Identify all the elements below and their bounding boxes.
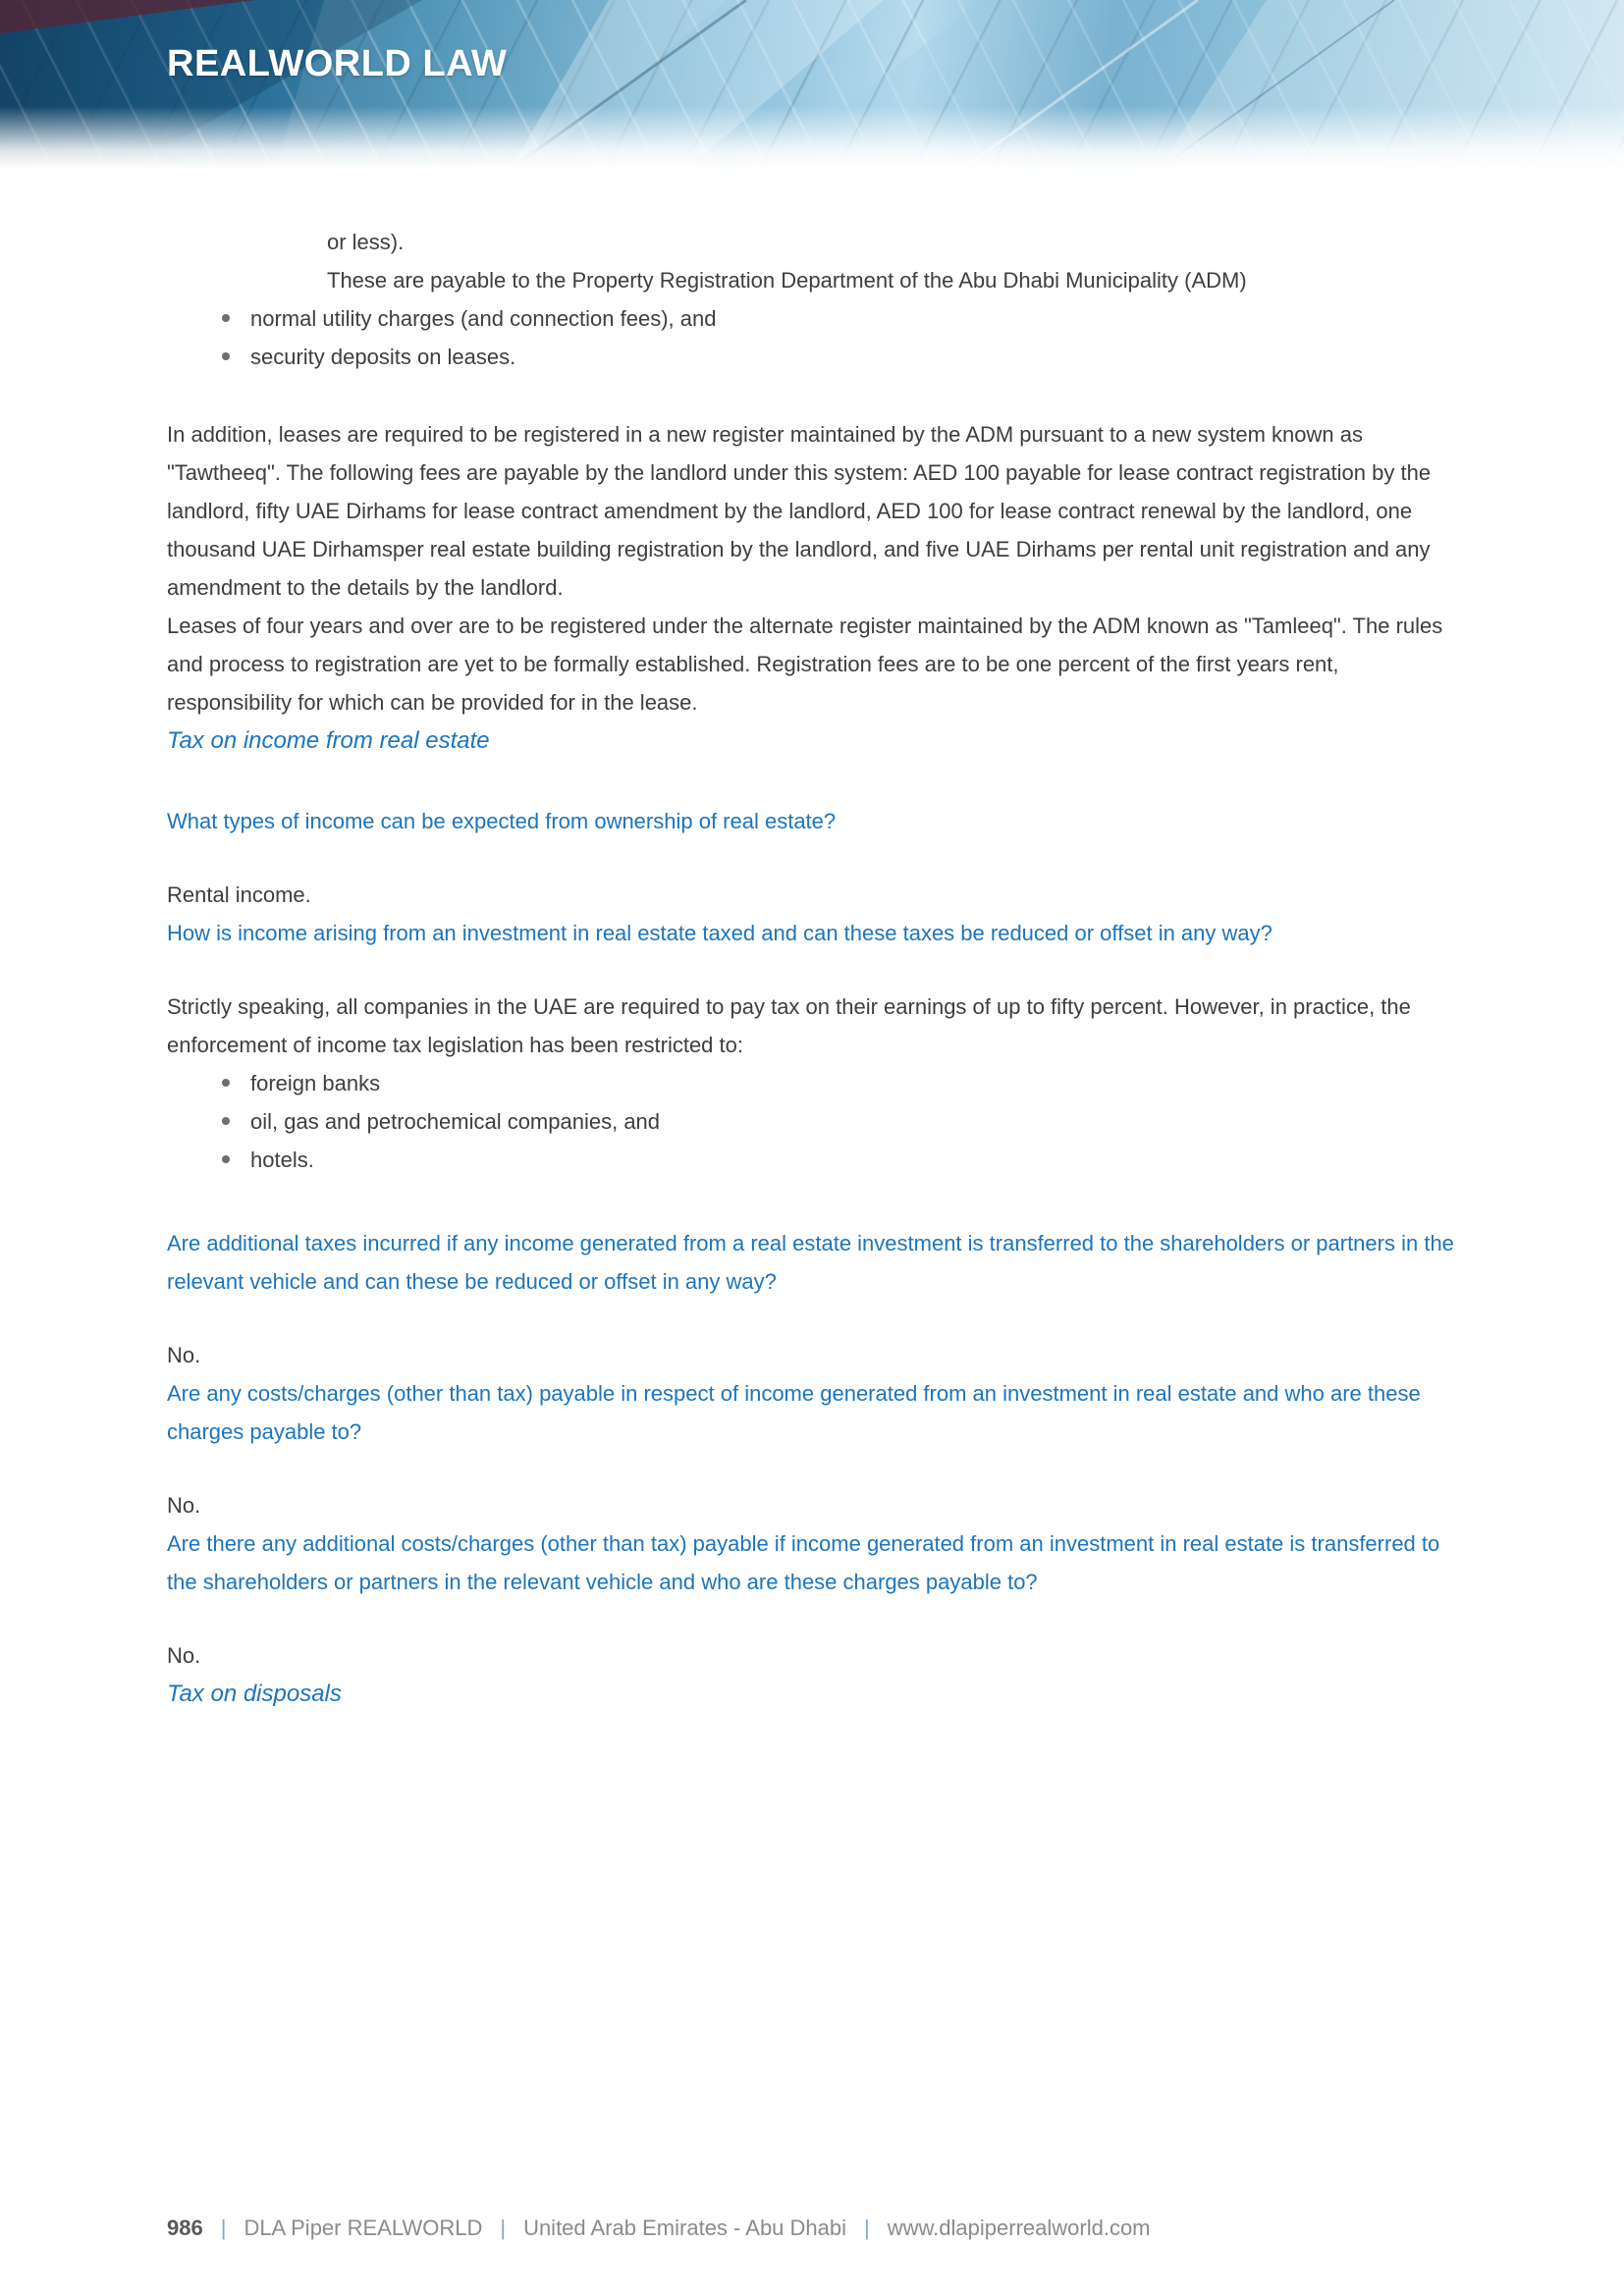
list-item: foreign banks	[167, 1064, 1467, 1102]
paragraph-tawtheeq: In addition, leases are required to be registered in a new register maintained by the ADM pursuant to a new system known as "Tawtheeq". The following fees are payable by the landlord under this system: AED 100 payable for lease contract registration by the landlord, fifty UAE Dirhams for lease contract amendment by the landlord, AED 100 for lease contract renewal by the landlord, one thousand UAE Dirhamsper real estate building registration by the landlord, and five UAE Dirhams per rental unit registration and any amendment to the details by the landlord.	[167, 422, 1432, 600]
page-title: REALWORLD LAW	[167, 43, 508, 84]
footer-separator: |	[864, 2216, 870, 2240]
question-costs-charges: Are any costs/charges (other than tax) payable in respect of income generated from an investment in real estate and who are these charges payable to?	[167, 1381, 1421, 1444]
carryover-block	[167, 223, 1467, 299]
question-transfer-charges: Are there any additional costs/charges (other than tax) payable if income generated from an investment in real estate is transferred to the shareholders or partners in the relevant vehicle and who are these charges payable to?	[167, 1531, 1440, 1594]
section-title-income: Tax on income from real estate	[167, 727, 490, 754]
footer-separator: |	[500, 2216, 507, 2240]
answer-income-taxed: Strictly speaking, all companies in the UAE are required to pay tax on their earnings of up to fifty percent. However, in practice, the enforcement of income tax legislation has been restricted to:	[167, 994, 1411, 1057]
tax-entities-bullet-list	[167, 1064, 1467, 1179]
page-body	[0, 169, 1624, 1714]
page-number: 986	[167, 2216, 203, 2240]
list-item: normal utility charges (and connection fees), and	[167, 299, 1467, 338]
carryover-line: These are payable to the Property Registration Department of the Abu Dhabi Municipality (ADM)	[327, 268, 1247, 293]
list-item: security deposits on leases.	[167, 338, 1467, 376]
header-fade	[0, 106, 1624, 169]
answer-income-types: Rental income.	[167, 882, 311, 907]
carryover-line: or less).	[327, 230, 405, 254]
answer-costs-charges: No.	[167, 1493, 201, 1518]
answer-additional-taxes: No.	[167, 1343, 201, 1367]
footer-separator: |	[220, 2216, 227, 2240]
fees-bullet-list	[167, 299, 1467, 376]
list-item: hotels.	[167, 1141, 1467, 1179]
question-additional-taxes: Are additional taxes incurred if any income generated from a real estate investment is transferred to the shareholders or partners in the relevant vehicle and can these be reduced or offset in any way?	[167, 1231, 1454, 1294]
page-header	[0, 0, 1624, 169]
question-income-taxed: How is income arising from an investment in real estate taxed and can these taxes be reduced or offset in any way?	[167, 921, 1272, 945]
footer-website: www.dlapiperrealworld.com	[887, 2216, 1151, 2240]
list-item: oil, gas and petrochemical companies, and	[167, 1102, 1467, 1141]
answer-transfer-charges: No.	[167, 1643, 201, 1668]
section-title-disposals: Tax on disposals	[167, 1681, 342, 1707]
question-income-types: What types of income can be expected from ownership of real estate?	[167, 809, 837, 833]
footer-jurisdiction: United Arab Emirates - Abu Dhabi	[523, 2216, 847, 2240]
page-footer	[167, 2216, 1467, 2241]
paragraph-tamleeq: Leases of four years and over are to be registered under the alternate register maintained by the ADM known as "Tamleeq". The rules and process to registration are yet to be formally established. Registration fees are to be one percent of the first years rent, responsibility for which can be provided for in the lease.	[167, 614, 1443, 715]
footer-brand: DLA Piper REALWORLD	[244, 2216, 483, 2240]
